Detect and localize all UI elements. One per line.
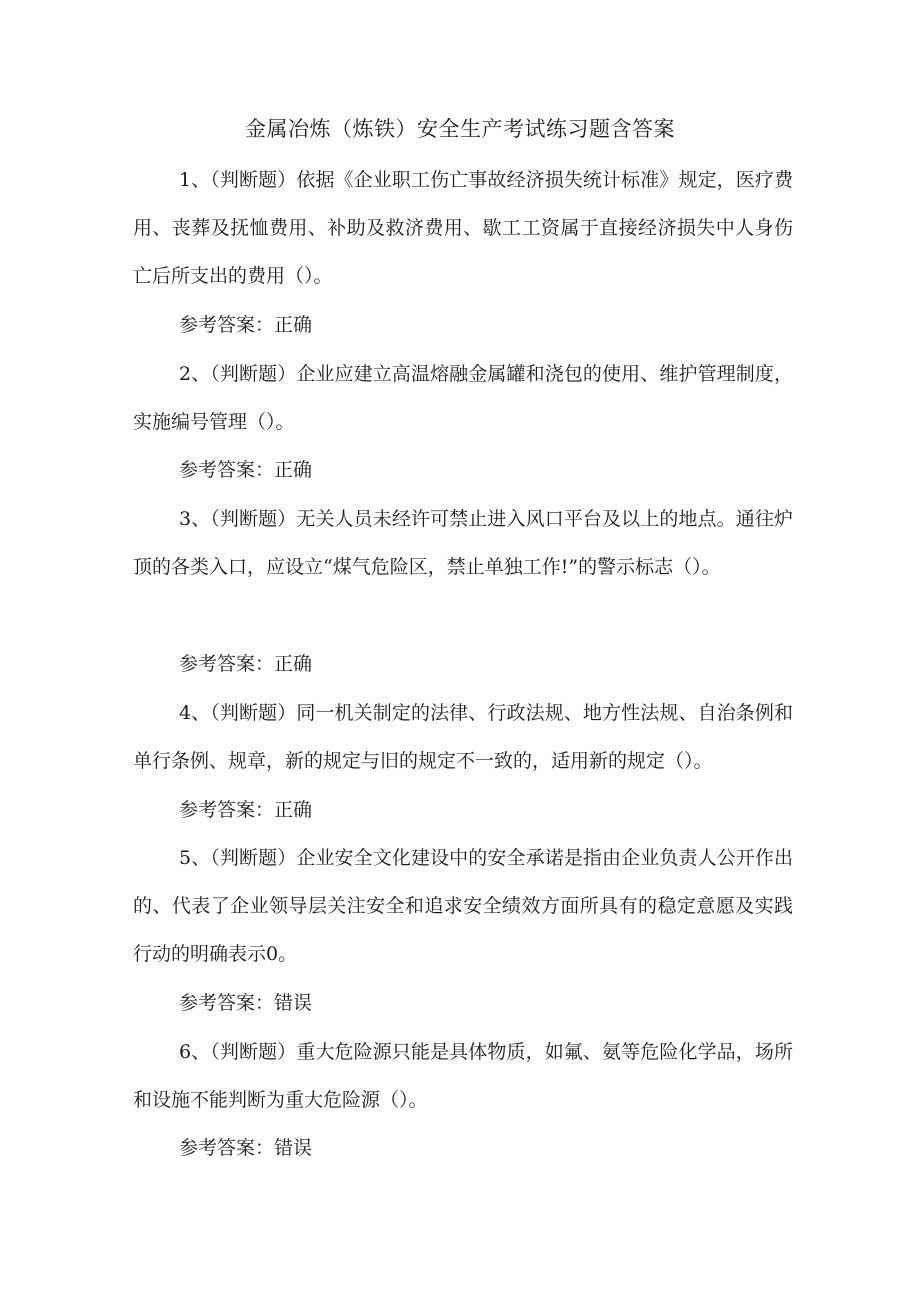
question-3-text: 3、（判断题）无关人员未经许可禁止进入风口平台及以上的地点。通往炉顶的各类入口，应设立“煤气危险区，禁止单独工作!”的警示标志（）。	[133, 508, 793, 578]
question-6-text: 6、（判断题）重大危险源只能是具体物质，如氟、氨等危险化学品，场所和设施不能判断为重大危险源（）。	[133, 1041, 793, 1111]
document-title: 金属冶炼（炼铁）安全生产考试练习题含答案	[245, 117, 675, 141]
question-4-text: 4、（判断题）同一机关制定的法律、行政法规、地方性法规、自治条例和单行条例、规章，新的规定与旧的规定不一致的，适用新的规定（）。	[133, 702, 793, 772]
question-5-text: 5、（判断题）企业安全文化建设中的安全承诺是指由企业负责人公开作出的、代表了企业领导层关注安全和追求安全绩效方面所具有的稳定意愿及实践行动的明确表示0。	[133, 847, 793, 965]
question-6-answer: 参考答案：错误	[179, 1137, 313, 1159]
question-2-answer: 参考答案：正确	[179, 459, 313, 481]
question-4-answer: 参考答案：正确	[179, 799, 313, 821]
question-1-text: 1、（判断题）依据《企业职工伤亡事故经济损失统计标准》规定，医疗费用、丧葬及抚恤费用、补助及救济费用、歇工工资属于直接经济损失中人身伤亡后所支出的费用（）。	[133, 169, 793, 287]
question-2-text: 2、（判断题）企业应建立高温熔融金属罐和浇包的使用、维护管理制度，实施编号管理（）。	[133, 363, 793, 433]
question-1-answer: 参考答案：正确	[179, 314, 313, 336]
question-3-answer: 参考答案：正确	[179, 653, 313, 675]
question-5-answer: 参考答案：错误	[179, 992, 313, 1014]
